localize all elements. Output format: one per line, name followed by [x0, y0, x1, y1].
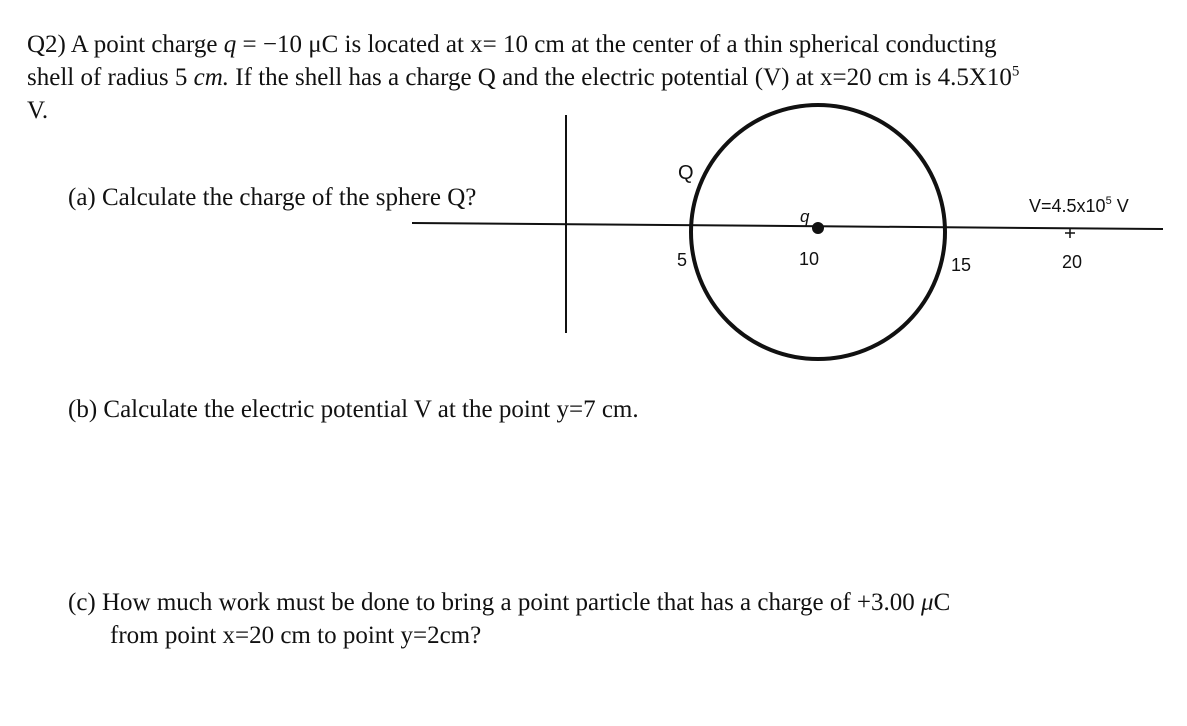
question-a: (a) Calculate the charge of the sphere Q?: [68, 184, 477, 211]
question-c-unit-mu: μ: [921, 589, 934, 616]
tick-label-20: 20: [1062, 252, 1083, 272]
question-c-unit-c: C: [933, 589, 951, 616]
problem-text-a: A point charge: [70, 31, 218, 58]
potential-label-exp: 5: [1105, 195, 1112, 207]
point-charge-label: q: [800, 207, 810, 226]
tick-label-10: 10: [799, 249, 820, 269]
potential-exponent: 5: [1011, 63, 1020, 80]
shell-charge-label: Q: [678, 162, 694, 184]
charge-value: = −10 μC: [242, 31, 339, 58]
problem-label: Q2): [27, 31, 66, 58]
charge-symbol: q: [223, 31, 237, 58]
tick-label-5: 5: [677, 250, 688, 270]
potential-label-text: V=4.5x10: [1029, 196, 1106, 216]
problem-text-c: shell of radius 5: [27, 64, 188, 91]
problem-text-e: V.: [27, 97, 49, 124]
potential-label-unit: V: [1111, 196, 1129, 216]
question-c-line2: from point x=20 cm to point y=2cm?: [110, 622, 482, 649]
tick-label-15: 15: [951, 255, 972, 275]
problem-text-b: is located at x= 10 cm at the center of a thin spherical conducting: [344, 31, 997, 58]
question-b: (b) Calculate the electric potential V at the point y=7 cm.: [68, 396, 639, 423]
question-c-line1: (c) How much work must be done to bring a point particle that has a charge of +3.00: [68, 589, 915, 616]
x-axis: [412, 223, 1163, 229]
point-charge-dot: [812, 222, 824, 234]
potential-label: [1029, 195, 1129, 216]
radius-unit: cm.: [193, 64, 230, 91]
problem-text-d: If the shell has a charge Q and the electric potential (V) at x=20 cm is 4.5X10: [235, 64, 1012, 91]
